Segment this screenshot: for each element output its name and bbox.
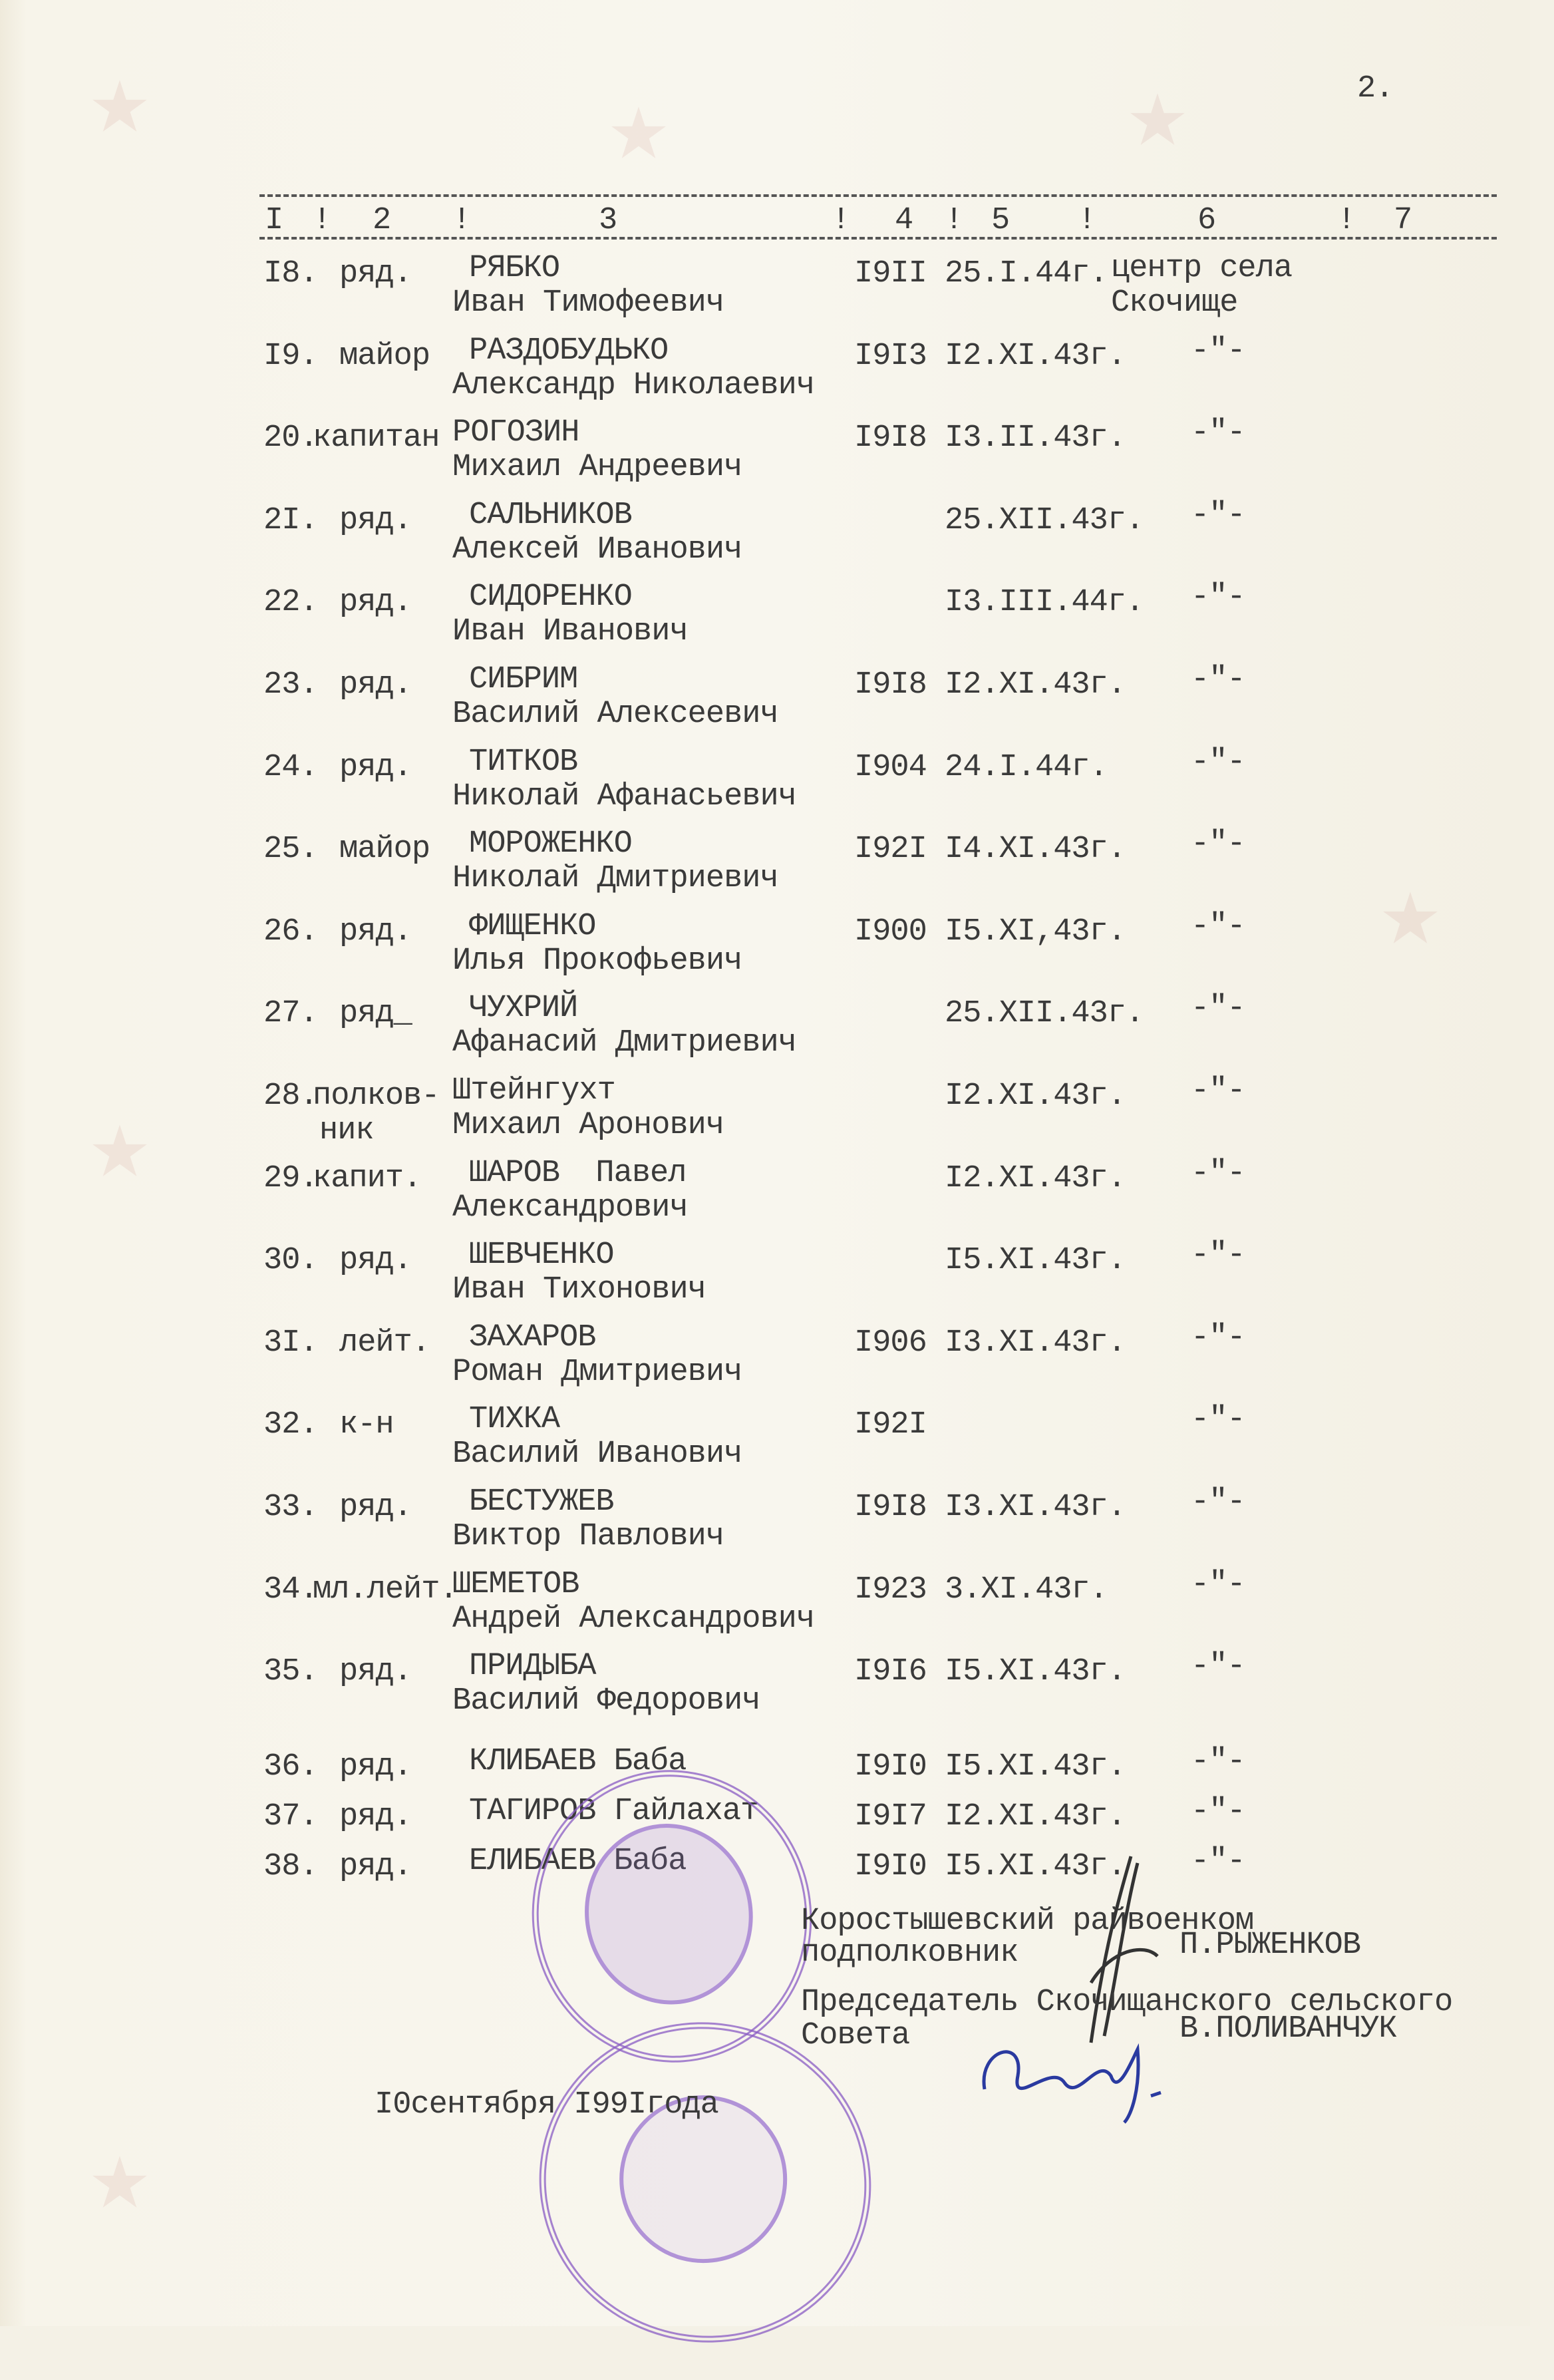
column-separator: ! — [1078, 203, 1096, 238]
row-birth-year: I9I0 — [854, 1849, 927, 1884]
row-burial-place: -"- — [1191, 1073, 1245, 1108]
row-death-date: I5.XI,43г. — [945, 914, 1126, 949]
row-death-date: I5.XI.43г. — [945, 1243, 1126, 1279]
column-header: 3 — [599, 203, 617, 238]
row-rank: ряд. — [339, 914, 412, 949]
column-header: 4 — [895, 203, 913, 238]
row-rank: капит. — [313, 1160, 422, 1196]
row-birth-year: I9I8 — [854, 1490, 927, 1525]
row-number: I8. — [263, 256, 318, 291]
row-rank: ряд. — [339, 667, 412, 703]
row-surname: КЛИБАЕВ Баба — [469, 1744, 687, 1779]
row-number: 33. — [263, 1490, 318, 1525]
row-given-names: Виктор Павлович — [452, 1519, 724, 1554]
row-given-names: Андрей Александрович — [452, 1601, 815, 1637]
row-given-names: Николай Дмитриевич — [452, 861, 778, 897]
council-suffix: Совета — [801, 2018, 910, 2053]
row-given-names: Александрович — [452, 1190, 688, 1226]
row-burial-place: -"- — [1191, 991, 1245, 1027]
row-rank: лейт. — [339, 1325, 430, 1361]
military-rank: подполковник — [801, 1936, 1018, 1971]
page-number: 2. — [1357, 71, 1394, 106]
row-number: 37. — [263, 1799, 318, 1834]
row-number: 38. — [263, 1849, 318, 1884]
row-death-date: I2.XI.43г. — [945, 338, 1126, 374]
row-number: I9. — [263, 338, 318, 374]
watermark-star-icon: ★ — [89, 1095, 150, 1208]
military-title: Коростышевский райвоенком — [801, 1904, 1254, 1939]
row-surname: ШЕМЕТОВ — [452, 1566, 579, 1602]
row-number: 30. — [263, 1243, 318, 1279]
row-birth-year: I9I8 — [854, 667, 927, 703]
watermark-star-icon: ★ — [1127, 63, 1188, 176]
row-rank-continued: ник — [319, 1113, 374, 1148]
row-number: 27. — [263, 996, 318, 1032]
row-surname: СИБРИМ — [469, 662, 578, 697]
row-burial-place: -"- — [1191, 1794, 1245, 1829]
row-death-date: 25.XII.43г. — [945, 996, 1144, 1032]
row-given-names: Илья Прокофьевич — [452, 943, 742, 979]
row-death-date: I3.XI.43г. — [945, 1325, 1126, 1361]
signature-polivanchuk — [971, 2023, 1171, 2129]
row-surname: ПРИДЫБА — [469, 1649, 596, 1685]
row-burial-place: центр села — [1111, 251, 1293, 286]
row-surname: РЯБКО — [469, 251, 560, 286]
row-death-date: 24.I.44г. — [945, 749, 1108, 785]
row-given-names: Афанасий Дмитриевич — [452, 1025, 796, 1061]
row-rank: ряд. — [339, 1654, 412, 1690]
row-birth-year: I923 — [854, 1572, 927, 1608]
header-rule-bottom — [259, 237, 1497, 240]
row-birth-year: I92I — [854, 832, 927, 868]
council-title: Председатель Скочищанского сельского — [801, 1985, 1453, 2020]
row-rank: ряд. — [339, 256, 412, 291]
row-death-date: I2.XI.43г. — [945, 667, 1126, 703]
row-given-names: Михаил Андреевич — [452, 450, 742, 486]
row-number: 25. — [263, 832, 318, 868]
row-surname: Штейнгухт — [452, 1073, 615, 1108]
row-burial-place: -"- — [1191, 744, 1245, 780]
council-name: В.ПОЛИВАНЧУК — [1179, 2011, 1397, 2047]
row-death-date: I5.XI.43г. — [945, 1749, 1126, 1785]
row-number: 29. — [263, 1160, 318, 1196]
row-death-date: I2.XI.43г. — [945, 1079, 1126, 1114]
row-surname: РАЗДОБУДЬКО — [469, 333, 669, 369]
watermark-star-icon: ★ — [608, 77, 669, 190]
column-separator: ! — [832, 203, 850, 238]
row-number: 3I. — [263, 1325, 318, 1361]
row-death-date: I3.XI.43г. — [945, 1490, 1126, 1525]
row-rank: полков- — [313, 1079, 440, 1114]
row-surname: ТИХКА — [469, 1402, 560, 1438]
row-burial-place: -"- — [1191, 1319, 1245, 1355]
row-death-date: I5.XI.43г. — [945, 1849, 1126, 1884]
header-rule-top — [259, 194, 1497, 197]
row-surname: ТИТКОВ — [469, 744, 578, 780]
watermark-star-icon: ★ — [1380, 862, 1441, 975]
row-burial-place: -"- — [1191, 580, 1245, 615]
row-burial-place: -"- — [1191, 1402, 1245, 1438]
row-given-names: Михаил Аронович — [452, 1108, 724, 1143]
row-birth-year: I904 — [854, 749, 927, 785]
document-date: I0сентября I99Iгода — [375, 2087, 718, 2123]
row-burial-place: -"- — [1191, 826, 1245, 862]
row-death-date: 3.XI.43г. — [945, 1572, 1108, 1608]
row-burial-place: -"- — [1191, 497, 1245, 533]
column-header: 5 — [991, 203, 1010, 238]
row-birth-year: I906 — [854, 1325, 927, 1361]
row-burial-place: -"- — [1191, 333, 1245, 369]
row-given-names: Роман Дмитриевич — [452, 1354, 742, 1390]
row-number: 22. — [263, 585, 318, 621]
row-given-names: Василий Алексеевич — [452, 697, 778, 732]
row-surname: САЛЬНИКОВ — [469, 497, 632, 533]
row-burial-place: -"- — [1191, 662, 1245, 697]
row-given-names: Василий Федорович — [452, 1683, 760, 1719]
watermark-star-icon: ★ — [89, 50, 150, 163]
row-number: 20. — [263, 421, 318, 456]
military-name: П.РЫЖЕНКОВ — [1179, 1928, 1361, 1963]
row-number: 32. — [263, 1407, 318, 1443]
row-surname: ЕЛИБАЕВ Баба — [469, 1844, 687, 1879]
row-rank: ряд. — [339, 585, 412, 621]
column-separator: ! — [452, 203, 471, 238]
row-death-date: I3.II.43г. — [945, 421, 1126, 456]
row-given-names: Иван Тихонович — [452, 1272, 706, 1308]
row-surname: ЧУХРИЙ — [469, 991, 578, 1027]
row-rank: ряд_ — [339, 996, 412, 1032]
row-surname: СИДОРЕНКО — [469, 580, 632, 615]
row-number: 35. — [263, 1654, 318, 1690]
row-birth-year: I9II — [854, 256, 927, 291]
row-number: 36. — [263, 1749, 318, 1785]
column-separator: ! — [1337, 203, 1356, 238]
watermark-star-icon: ★ — [89, 2126, 150, 2239]
row-burial-place: -"- — [1191, 415, 1245, 451]
row-burial-place-continued: Скочище — [1111, 285, 1238, 321]
row-number: 24. — [263, 749, 318, 785]
row-rank: мл.лейт. — [313, 1572, 458, 1608]
row-rank: ряд. — [339, 1799, 412, 1834]
row-birth-year: I9I6 — [854, 1654, 927, 1690]
row-death-date: I2.XI.43г. — [945, 1160, 1126, 1196]
row-death-date: I3.III.44г. — [945, 585, 1144, 621]
column-header: 6 — [1197, 203, 1216, 238]
row-burial-place: -"- — [1191, 1566, 1245, 1602]
row-burial-place: -"- — [1191, 1844, 1245, 1879]
row-death-date: I4.XI.43г. — [945, 832, 1126, 868]
row-rank: ряд. — [339, 1243, 412, 1279]
row-death-date: 25.I.44г. — [945, 256, 1108, 291]
row-surname: ШАРОВ Павел — [469, 1155, 687, 1191]
row-death-date: 25.XII.43г. — [945, 502, 1144, 538]
row-rank: ряд. — [339, 1490, 412, 1525]
row-burial-place: -"- — [1191, 1155, 1245, 1191]
row-given-names: Василий Иванович — [452, 1437, 742, 1472]
row-burial-place: -"- — [1191, 1238, 1245, 1274]
column-header: 7 — [1394, 203, 1412, 238]
row-rank: майор — [339, 832, 430, 868]
row-burial-place: -"- — [1191, 908, 1245, 944]
column-separator: ! — [945, 203, 963, 238]
row-number: 26. — [263, 914, 318, 949]
row-birth-year: I9I3 — [854, 338, 927, 374]
row-surname: БЕСТУЖЕВ — [469, 1484, 614, 1520]
row-birth-year: I9I7 — [854, 1799, 927, 1834]
row-number: 23. — [263, 667, 318, 703]
column-header: I — [265, 203, 283, 238]
row-death-date: I2.XI.43г. — [945, 1799, 1126, 1834]
row-death-date: I5.XI.43г. — [945, 1654, 1126, 1690]
row-surname: ТАГИРОВ Гайлахат — [469, 1794, 759, 1829]
row-number: 28. — [263, 1079, 318, 1114]
row-rank: ряд. — [339, 1749, 412, 1785]
row-surname: ШЕВЧЕНКО — [469, 1238, 614, 1274]
row-rank: ряд. — [339, 502, 412, 538]
row-rank: капитан — [313, 421, 440, 456]
row-rank: ряд. — [339, 749, 412, 785]
row-given-names: Иван Тимофеевич — [452, 285, 724, 321]
row-surname: ЗАХАРОВ — [469, 1319, 596, 1355]
row-surname: ФИЩЕНКО — [469, 908, 596, 944]
row-number: 2I. — [263, 502, 318, 538]
row-birth-year: I900 — [854, 914, 927, 949]
row-burial-place: -"- — [1191, 1484, 1245, 1520]
row-rank: майор — [339, 338, 430, 374]
row-surname: РОГОЗИН — [452, 415, 579, 451]
row-number: 34. — [263, 1572, 318, 1608]
row-rank: к-н — [339, 1407, 394, 1443]
row-rank: ряд. — [339, 1849, 412, 1884]
row-birth-year: I9I8 — [854, 421, 927, 456]
row-given-names: Николай Афанасьевич — [452, 778, 796, 814]
row-given-names: Александр Николаевич — [452, 367, 815, 403]
column-header: 2 — [373, 203, 391, 238]
row-surname: МОРОЖЕНКО — [469, 826, 632, 862]
row-given-names: Иван Иванович — [452, 614, 688, 650]
row-birth-year: I9I0 — [854, 1749, 927, 1785]
row-birth-year: I92I — [854, 1407, 927, 1443]
column-separator: ! — [313, 203, 331, 238]
row-burial-place: -"- — [1191, 1744, 1245, 1779]
row-burial-place: -"- — [1191, 1649, 1245, 1685]
row-given-names: Алексей Иванович — [452, 532, 742, 568]
